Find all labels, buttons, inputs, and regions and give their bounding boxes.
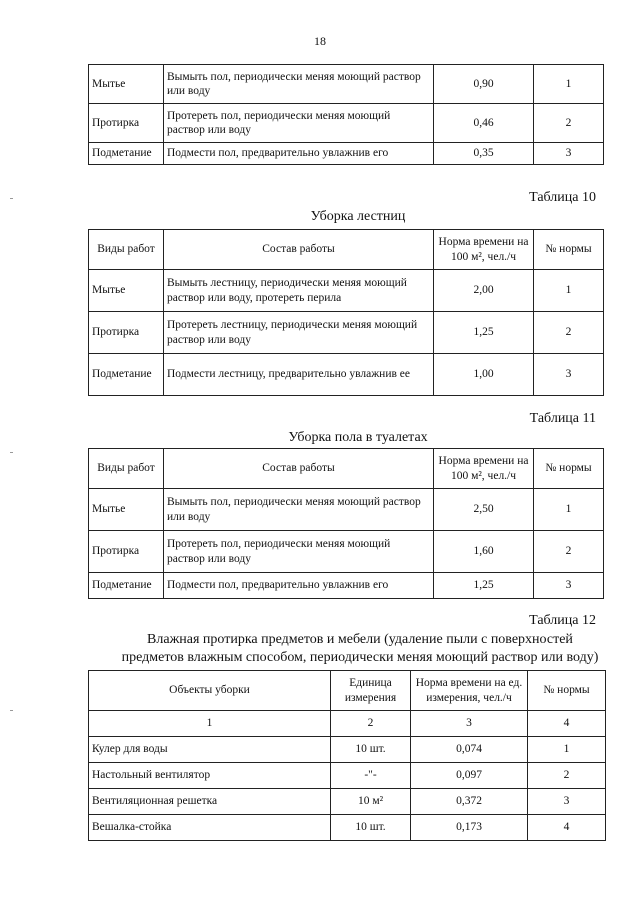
table-11-title: Уборка пола в туалетах bbox=[288, 430, 428, 445]
work-content: Протереть пол, периодически меняя моющий раствор или воду bbox=[164, 531, 434, 573]
table-row bbox=[89, 143, 604, 165]
table-header-row bbox=[89, 671, 606, 711]
norm-number: 1 bbox=[534, 489, 604, 531]
cleaning-object: Настольный вентилятор bbox=[89, 763, 331, 789]
table-12-title-line-1: Влажная протирка предметов и мебели (удаление пыли с поверхностей bbox=[147, 632, 573, 647]
table-11-label: Таблица 11 bbox=[529, 411, 596, 426]
time-norm: 1,25 bbox=[434, 573, 534, 599]
table-row bbox=[89, 312, 604, 354]
header-norm-number: № нормы bbox=[528, 671, 606, 711]
norm-number: 4 bbox=[528, 815, 606, 841]
column-number: 1 bbox=[89, 711, 331, 737]
norm-number: 2 bbox=[534, 312, 604, 354]
header-norm-number: № нормы bbox=[534, 230, 604, 270]
table-10-label: Таблица 10 bbox=[529, 190, 596, 205]
table-row bbox=[89, 763, 606, 789]
work-content: Вымыть пол, периодически меняя моющий раствор или воду bbox=[164, 65, 434, 104]
work-type: Мытье bbox=[89, 65, 164, 104]
time-norm: 1,25 bbox=[434, 312, 534, 354]
scan-mark bbox=[10, 198, 13, 199]
work-type: Протирка bbox=[89, 104, 164, 143]
norm-number: 2 bbox=[528, 763, 606, 789]
unit: 10 м² bbox=[331, 789, 411, 815]
norm-number: 3 bbox=[534, 143, 604, 165]
table-header-row bbox=[89, 449, 604, 489]
unit: 10 шт. bbox=[331, 815, 411, 841]
norm-number: 1 bbox=[534, 65, 604, 104]
time-norm: 0,35 bbox=[434, 143, 534, 165]
unit: -"- bbox=[331, 763, 411, 789]
time-norm: 0,074 bbox=[411, 737, 528, 763]
work-type: Мытье bbox=[89, 270, 164, 312]
norm-number: 3 bbox=[534, 573, 604, 599]
time-norm: 0,90 bbox=[434, 65, 534, 104]
time-norm: 2,50 bbox=[434, 489, 534, 531]
table-9-continuation bbox=[88, 64, 604, 165]
time-norm: 0,46 bbox=[434, 104, 534, 143]
work-content: Вымыть лестницу, периодически меняя моющий раствор или воду, протереть перила bbox=[164, 270, 434, 312]
column-number: 3 bbox=[411, 711, 528, 737]
table-row bbox=[89, 489, 604, 531]
norm-number: 2 bbox=[534, 104, 604, 143]
work-content: Подмести лестницу, предварительно увлажнив ее bbox=[164, 354, 434, 396]
time-norm: 0,097 bbox=[411, 763, 528, 789]
work-content: Подмести пол, предварительно увлажнив его bbox=[164, 143, 434, 165]
column-number: 2 bbox=[331, 711, 411, 737]
header-norm-number: № нормы bbox=[534, 449, 604, 489]
table-row bbox=[89, 815, 606, 841]
cleaning-object: Кулер для воды bbox=[89, 737, 331, 763]
table-row bbox=[89, 737, 606, 763]
table-row bbox=[89, 354, 604, 396]
table-row bbox=[89, 789, 606, 815]
time-norm: 0,372 bbox=[411, 789, 528, 815]
header-unit: Единица измерения bbox=[331, 671, 411, 711]
norm-number: 1 bbox=[528, 737, 606, 763]
work-content: Подмести пол, предварительно увлажнив его bbox=[164, 573, 434, 599]
table-12-title-line-2: предметов влажным способом, периодически меняя моющий раствор или воду) bbox=[121, 650, 599, 665]
header-objects: Объекты уборки bbox=[89, 671, 331, 711]
table-10 bbox=[88, 229, 604, 396]
header-content: Состав работы bbox=[164, 449, 434, 489]
header-work-type: Виды работ bbox=[89, 230, 164, 270]
norm-number: 3 bbox=[528, 789, 606, 815]
table-10-title: Уборка лестниц bbox=[310, 209, 406, 224]
scan-mark bbox=[10, 452, 13, 453]
norm-number: 3 bbox=[534, 354, 604, 396]
column-number: 4 bbox=[528, 711, 606, 737]
table-colnum-row bbox=[89, 711, 606, 737]
header-content: Состав работы bbox=[164, 230, 434, 270]
norm-number: 1 bbox=[534, 270, 604, 312]
table-header-row bbox=[89, 230, 604, 270]
table-12 bbox=[88, 670, 606, 841]
time-norm: 1,00 bbox=[434, 354, 534, 396]
table-row bbox=[89, 270, 604, 312]
header-time-norm: Норма времени на ед. измерения, чел./ч bbox=[411, 671, 528, 711]
table-row bbox=[89, 531, 604, 573]
table-row bbox=[89, 573, 604, 599]
header-time-norm: Норма времени на 100 м², чел./ч bbox=[434, 449, 534, 489]
cleaning-object: Вешалка-стойка bbox=[89, 815, 331, 841]
table-row bbox=[89, 104, 604, 143]
table-row bbox=[89, 65, 604, 104]
header-time-norm: Норма времени на 100 м², чел./ч bbox=[434, 230, 534, 270]
work-content: Вымыть пол, периодически меняя моющий раствор или воду bbox=[164, 489, 434, 531]
work-type: Подметание bbox=[89, 573, 164, 599]
table-11 bbox=[88, 448, 604, 599]
cleaning-object: Вентиляционная решетка bbox=[89, 789, 331, 815]
table-12-label: Таблица 12 bbox=[529, 613, 596, 628]
norm-number: 2 bbox=[534, 531, 604, 573]
work-content: Протереть пол, периодически меняя моющий раствор или воду bbox=[164, 104, 434, 143]
time-norm: 1,60 bbox=[434, 531, 534, 573]
header-work-type: Виды работ bbox=[89, 449, 164, 489]
time-norm: 2,00 bbox=[434, 270, 534, 312]
unit: 10 шт. bbox=[331, 737, 411, 763]
work-type: Протирка bbox=[89, 312, 164, 354]
work-content: Протереть лестницу, периодически меняя моющий раствор или воду bbox=[164, 312, 434, 354]
time-norm: 0,173 bbox=[411, 815, 528, 841]
work-type: Подметание bbox=[89, 143, 164, 165]
work-type: Протирка bbox=[89, 531, 164, 573]
page-number: 18 bbox=[314, 34, 326, 48]
work-type: Мытье bbox=[89, 489, 164, 531]
work-type: Подметание bbox=[89, 354, 164, 396]
scan-mark bbox=[10, 710, 13, 711]
